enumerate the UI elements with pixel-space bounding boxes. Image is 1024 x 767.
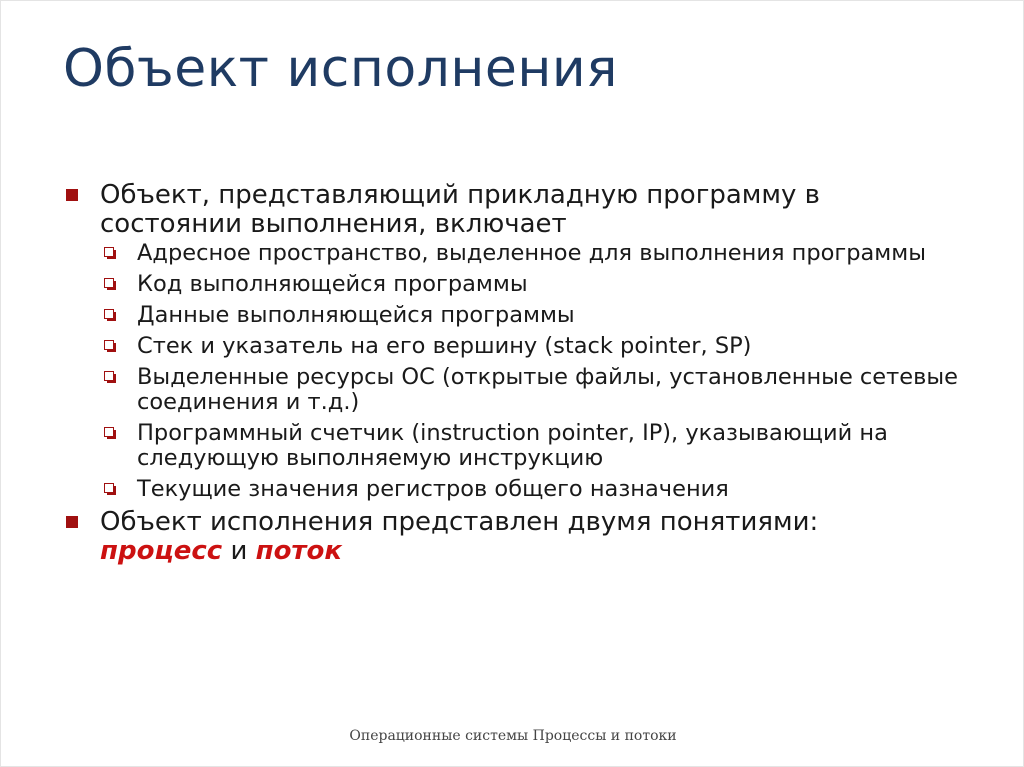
checkbox-bullet-icon xyxy=(104,427,114,437)
checkbox-bullet-icon xyxy=(104,371,114,381)
sub-item-3 xyxy=(65,303,965,328)
checkbox-bullet-icon xyxy=(104,278,114,288)
sub-item-2 xyxy=(65,272,965,297)
checkbox-bullet-icon xyxy=(104,309,114,319)
term-process: процесс xyxy=(100,536,223,566)
bullet-1 xyxy=(65,181,965,239)
sub-item-7 xyxy=(65,477,965,502)
sub-item-5 xyxy=(65,365,965,415)
sub-item-4 xyxy=(65,334,965,359)
sub-item-1-text: Адресное пространство, выделенное для выполнения программы xyxy=(137,240,927,266)
sub-list xyxy=(65,241,965,502)
conjunction: и xyxy=(230,536,248,566)
sub-item-5-text: Выделенные ресурсы ОС (открытые файлы, установленные сетевые соединения и т.д.) xyxy=(137,364,958,415)
bullet-1-text: Объект, представляющий прикладную программу в состоянии выполнения, включает xyxy=(100,180,820,239)
sub-item-3-text: Данные выполняющейся программы xyxy=(137,302,575,328)
checkbox-bullet-icon xyxy=(104,483,114,493)
bullet-2-text: Объект исполнения представлен двумя понятиями: xyxy=(100,507,819,537)
checkbox-bullet-icon xyxy=(104,247,114,257)
slide-content xyxy=(65,181,965,566)
sub-item-6 xyxy=(65,421,965,471)
sub-item-6-text: Программный счетчик (instruction pointer, IP), указывающий на следующую выполняемую инструкцию xyxy=(137,420,888,471)
slide-footer: Операционные системы Процессы и потоки xyxy=(349,728,677,744)
sub-item-4-text: Стек и указатель на его вершину (stack pointer, SP) xyxy=(137,333,752,359)
checkbox-bullet-icon xyxy=(104,340,114,350)
sub-item-7-text: Текущие значения регистров общего назначения xyxy=(137,476,729,502)
bullet-2 xyxy=(65,508,965,566)
square-bullet-icon xyxy=(66,516,78,528)
term-thread: поток xyxy=(255,536,343,566)
sub-item-2-text: Код выполняющейся программы xyxy=(137,271,528,297)
slide-title: Объект исполнения xyxy=(63,39,618,99)
sub-item-1 xyxy=(65,241,965,266)
square-bullet-icon xyxy=(66,189,78,201)
